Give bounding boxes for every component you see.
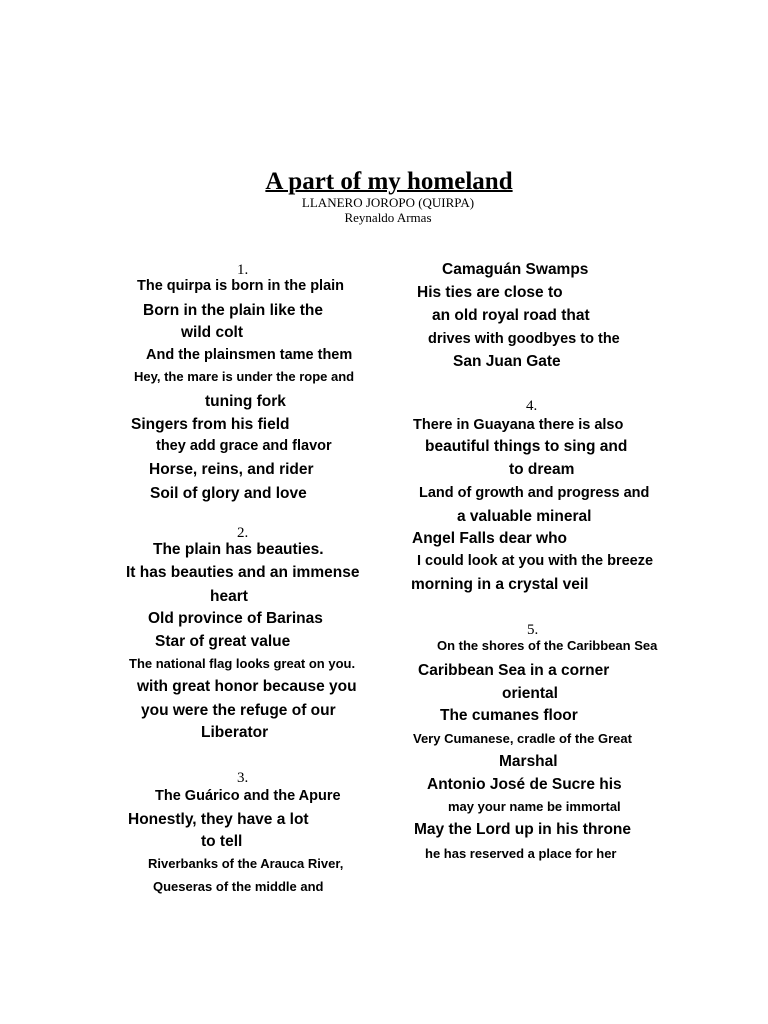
verse-line: Hey, the mare is under the rope and xyxy=(134,369,355,384)
verse-line: morning in a crystal veil xyxy=(411,576,589,593)
verse-line: to dream xyxy=(509,461,575,478)
verse-line: Soil of glory and love xyxy=(150,485,307,502)
verse-line: to tell xyxy=(201,833,243,850)
verse-line: Very Cumanese, cradle of the Great xyxy=(413,731,632,746)
verse-line: Queseras of the middle and xyxy=(153,879,324,894)
subtitle: LLANERO JOROPO (QUIRPA) xyxy=(301,195,475,210)
verse-line: Marshal xyxy=(499,753,558,770)
verse-line: Land of growth and progress and xyxy=(419,485,650,501)
verse-line: Angel Falls dear who xyxy=(412,530,568,547)
verse-line: he has reserved a place for her xyxy=(425,846,617,861)
verse-line: I could look at you with the breeze xyxy=(417,553,654,569)
verse-line: a valuable mineral xyxy=(457,508,592,525)
verse-number: 5. xyxy=(527,622,539,638)
verse-line: you were the refuge of our xyxy=(141,702,336,719)
verse-line: Camaguán Swamps xyxy=(442,261,589,278)
verse-line: with great honor because you xyxy=(137,678,357,695)
page-title: A part of my homeland xyxy=(265,168,513,195)
verse-line: Antonio José de Sucre his xyxy=(427,776,622,793)
verse-line: San Juan Gate xyxy=(453,353,561,370)
verse-line: they add grace and flavor xyxy=(156,438,332,454)
verse-number: 3. xyxy=(237,770,249,786)
verse-line: The Guárico and the Apure xyxy=(155,788,341,804)
verse-line: heart xyxy=(210,588,248,605)
verse-line: And the plainsmen tame them xyxy=(146,347,353,363)
author: Reynaldo Armas xyxy=(344,210,432,225)
verse-line: The plain has beauties. xyxy=(153,541,324,558)
verse-line: drives with goodbyes to the xyxy=(428,331,620,347)
verse-line: The quirpa is born in the plain xyxy=(137,278,345,294)
verse-line: The national flag looks great on you. xyxy=(129,656,356,671)
verse-line: His ties are close to xyxy=(417,284,563,301)
verse-line: Horse, reins, and rider xyxy=(149,461,314,478)
verse-line: oriental xyxy=(502,685,558,702)
verse-line: tuning fork xyxy=(205,393,286,410)
verse-number: 4. xyxy=(526,398,538,414)
verse-line: an old royal road that xyxy=(432,307,590,324)
verse-number: 2. xyxy=(237,525,249,541)
verse-line: It has beauties and an immense xyxy=(126,564,360,581)
verse-line: On the shores of the Caribbean Sea xyxy=(437,638,658,653)
verse-line: Honestly, they have a lot xyxy=(128,811,309,828)
verse-line: beautiful things to sing and xyxy=(425,438,628,455)
verse-line: Riverbanks of the Arauca River, xyxy=(148,856,344,871)
verse-number: 1. xyxy=(237,262,249,278)
verse-line: Star of great value xyxy=(155,633,291,650)
verse-line: wild colt xyxy=(181,324,243,341)
verse-line: May the Lord up in his throne xyxy=(414,821,631,838)
verse-line: Singers from his field xyxy=(131,416,290,433)
verse-line: Born in the plain like the xyxy=(143,302,323,319)
verse-line: Caribbean Sea in a corner xyxy=(418,662,610,679)
verse-line: There in Guayana there is also xyxy=(413,417,624,433)
verse-line: Old province of Barinas xyxy=(148,610,323,627)
verse-line: Liberator xyxy=(201,724,269,741)
verse-line: may your name be immortal xyxy=(448,799,621,814)
verse-line: The cumanes floor xyxy=(440,707,578,724)
